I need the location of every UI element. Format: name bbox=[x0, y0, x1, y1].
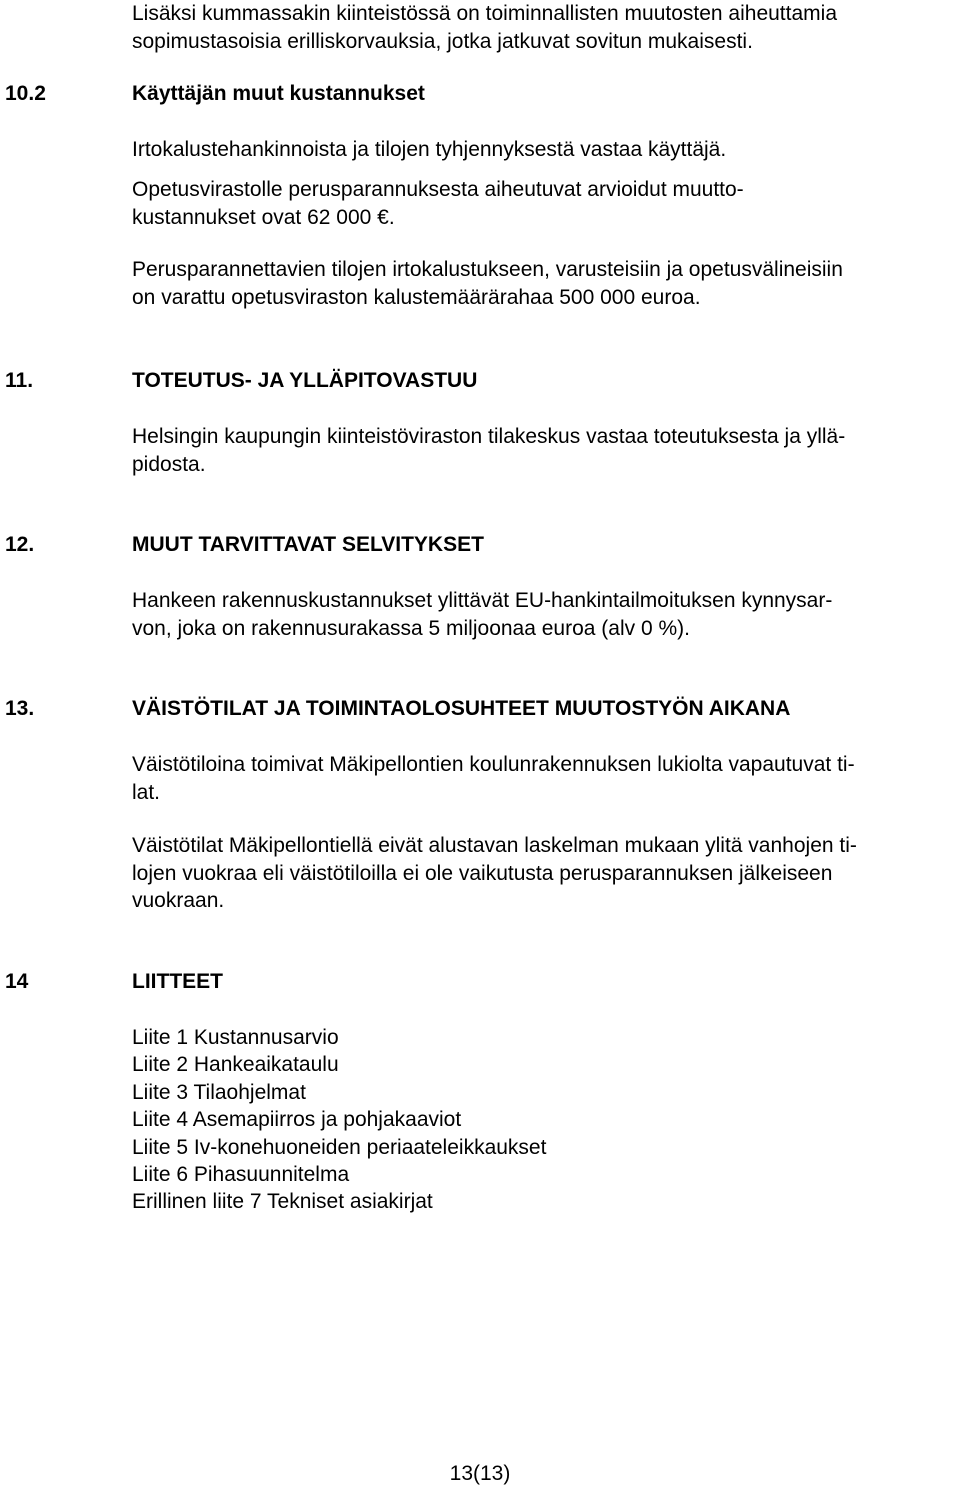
section-11-heading: TOTEUTUS- JA YLLÄPITOVASTUU bbox=[132, 369, 478, 392]
section-10-2-heading: Käyttäjän muut kustannukset bbox=[132, 82, 425, 105]
section-13-paragraph-1 bbox=[132, 751, 932, 806]
section-14-heading: LIITTEET bbox=[132, 970, 223, 993]
paragraph-line: kustannukset ovat 62 000 €. bbox=[132, 205, 395, 229]
paragraph-line: Väistötilat Mäkipellontiellä eivät alustavan laskelman mukaan ylitä vanhojen ti- bbox=[132, 834, 857, 857]
intro-line-1: Lisäksi kummassakin kiinteistössä on toiminnallisten muutosten aiheuttamia bbox=[132, 2, 837, 25]
paragraph-line: Irtokalustehankinnoista ja tilojen tyhjennyksestä vastaa käyttäjä. bbox=[132, 138, 727, 161]
list-item: Liite 5 Iv-konehuoneiden periaateleikkaukset bbox=[132, 1135, 547, 1159]
paragraph-line: Opetusvirastolle perusparannuksesta aiheutuvat arvioidut muutto- bbox=[132, 178, 744, 201]
section-13-number: 13. bbox=[5, 697, 35, 720]
section-10-2-paragraph-3 bbox=[132, 256, 932, 311]
section-12-heading: MUUT TARVITTAVAT SELVITYKSET bbox=[132, 533, 484, 556]
paragraph-line: Perusparannettavien tilojen irtokalustukseen, varusteisiin ja opetusvälineisiin bbox=[132, 258, 843, 281]
section-10-2-paragraph-1 bbox=[132, 136, 932, 164]
intro-line-2: sopimustasoisia erilliskorvauksia, jotka jatkuvat sovitun mukaisesti. bbox=[132, 29, 753, 53]
paragraph-line: lat. bbox=[132, 780, 161, 804]
section-13-paragraph-2 bbox=[132, 832, 932, 915]
paragraph-line: Helsingin kaupungin kiinteistöviraston tilakeskus vastaa toteutuksesta ja yllä- bbox=[132, 425, 846, 448]
list-item: Erillinen liite 7 Tekniset asiakirjat bbox=[132, 1190, 433, 1214]
page-number: 13(13) bbox=[449, 1462, 511, 1485]
section-11-number: 11. bbox=[5, 369, 34, 392]
list-item: Liite 2 Hankeaikataulu bbox=[132, 1053, 339, 1077]
section-12-number: 12. bbox=[5, 533, 35, 556]
paragraph-line: Hankeen rakennuskustannukset ylittävät EU-hankintailmoituksen kynnysar- bbox=[132, 589, 833, 612]
paragraph-line: von, joka on rakennusurakassa 5 miljoonaa euroa (alv 0 %). bbox=[132, 616, 690, 640]
section-12-paragraph bbox=[132, 587, 932, 642]
paragraph-line: vuokraan. bbox=[132, 889, 225, 912]
list-item: Liite 3 Tilaohjelmat bbox=[132, 1080, 306, 1104]
section-10-2-paragraph-2 bbox=[132, 176, 932, 231]
paragraph-line: on varattu opetusviraston kalustemäärärahaa 500 000 euroa. bbox=[132, 285, 701, 309]
section-13-heading: VÄISTÖTILAT JA TOIMINTAOLOSUHTEET MUUTOSTYÖN AIKANA bbox=[132, 697, 791, 720]
paragraph-line: Väistötiloina toimivat Mäkipellontien koulunrakennuksen lukiolta vapautuvat ti- bbox=[132, 753, 855, 776]
section-14-number: 14 bbox=[5, 970, 29, 993]
list-item: Liite 4 Asemapiirros ja pohjakaaviot bbox=[132, 1108, 462, 1132]
section-10-2-number: 10.2 bbox=[5, 82, 46, 105]
section-11-paragraph bbox=[132, 423, 932, 478]
intro-paragraph bbox=[132, 0, 932, 55]
list-item: Liite 6 Pihasuunnitelma bbox=[132, 1163, 350, 1187]
paragraph-line: pidosta. bbox=[132, 452, 206, 476]
list-item: Liite 1 Kustannusarvio bbox=[132, 1026, 339, 1049]
paragraph-line: lojen vuokraa eli väistötiloilla ei ole vaikutusta perusparannuksen jälkeiseen bbox=[132, 861, 833, 885]
attachments-list bbox=[132, 1024, 546, 1216]
